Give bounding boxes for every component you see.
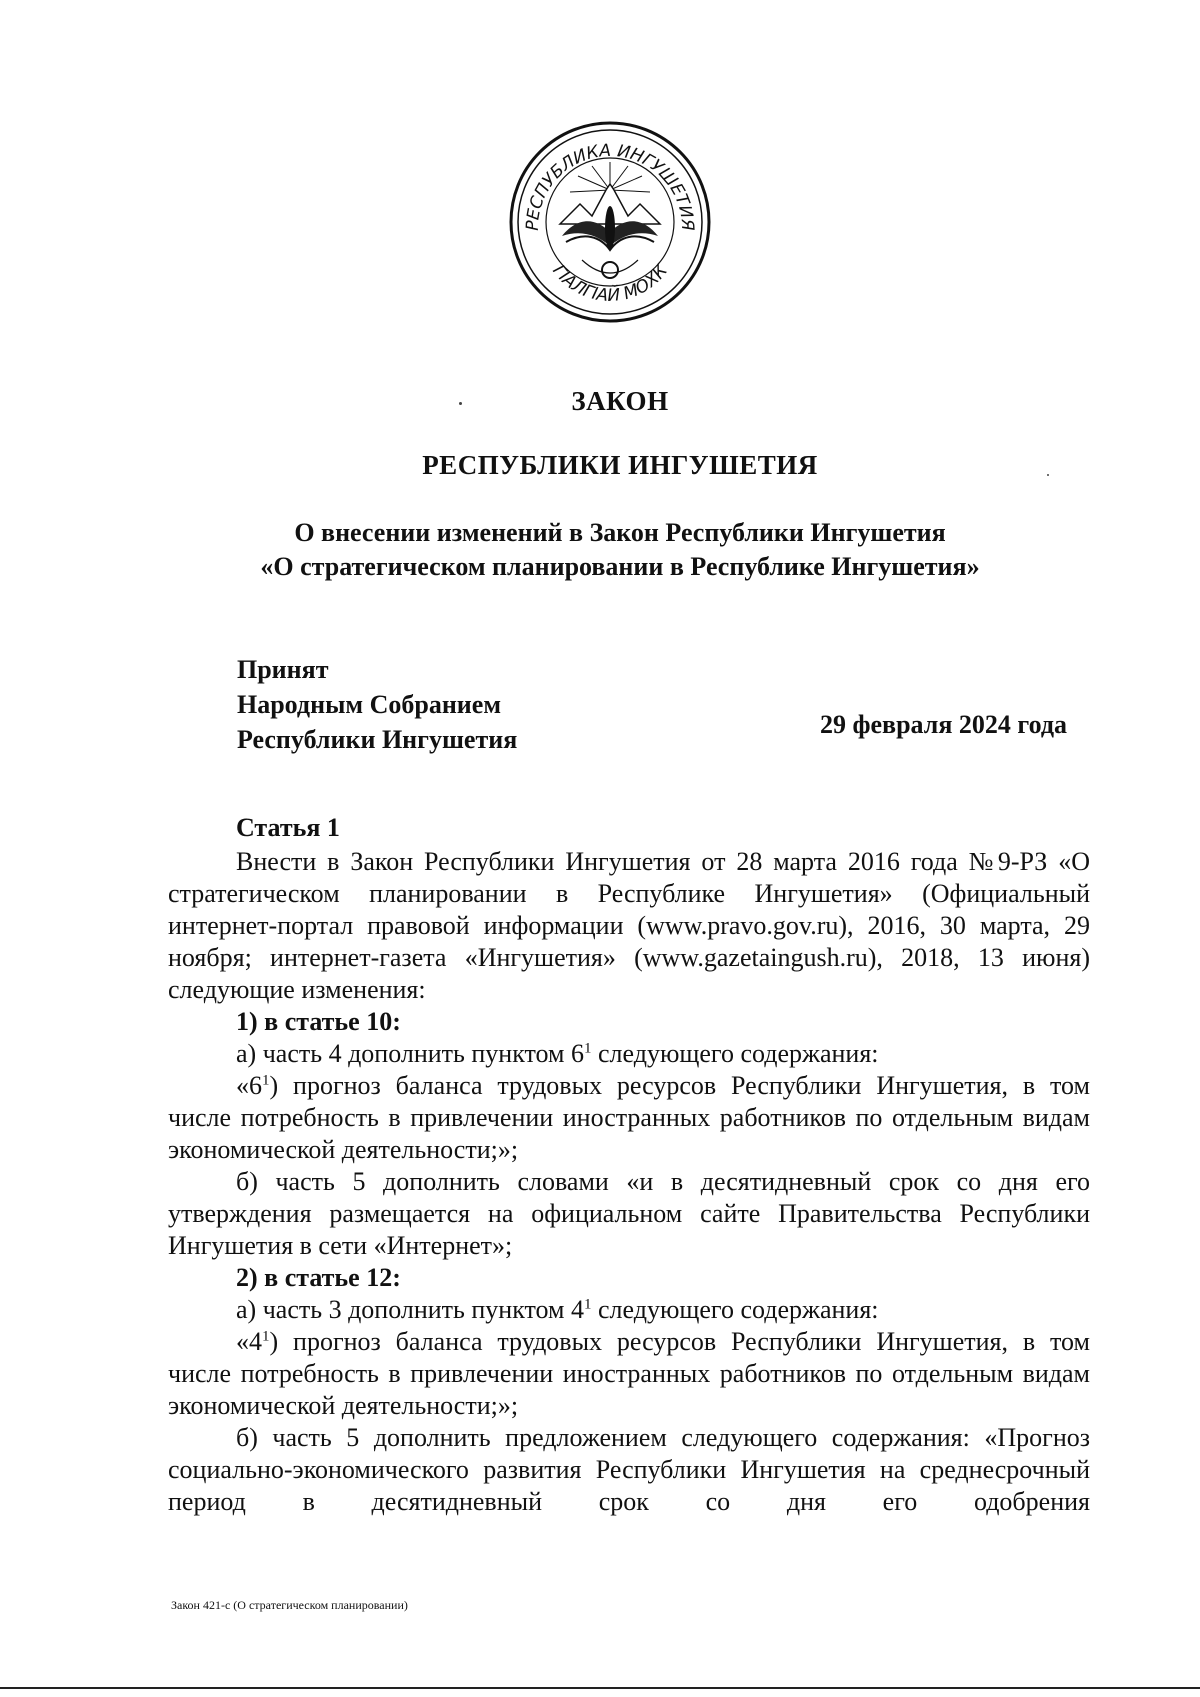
scan-edge-line: [0, 1687, 1200, 1689]
adoption-line-2: Народным Собранием: [237, 690, 502, 719]
law-subject-line-1: О внесении изменений в Закон Республики Ингушетия: [294, 518, 946, 547]
svg-text:ГIАЛГIАЙ МОХК: ГIАЛГIАЙ МОХК: [548, 261, 672, 307]
page-footer: Закон 421-с (О стратегическом планировании): [171, 1598, 408, 1612]
scan-speck: [459, 402, 462, 405]
republic-emblem: [508, 120, 712, 324]
document-title: ЗАКОН: [571, 386, 669, 416]
document-title-republic: РЕСПУБЛИКИ ИНГУШЕТИЯ: [422, 450, 818, 480]
item-2a-quote-paragraph: «$4^1$) прогноз баланса трудовых ресурсов Республики Ингушетия, в том числе потребность в привлечении иностранных работников по отдельным видам экономической деятельности;»;: [168, 1327, 1090, 1420]
item-1-heading: 1) в статье 10:: [236, 1007, 401, 1036]
item-2-heading: 2) в статье 12:: [236, 1263, 401, 1292]
adoption-line-1: Принят: [237, 655, 329, 684]
adoption-date: 29 февраля 2024 года: [820, 710, 1067, 739]
item-1b-paragraph: б) часть 5 дополнить словами «и в десятидневный срок со дня его утверждения размещается на официальном сайте Правительства Республики Ингушетия в сети «Интернет»;: [168, 1167, 1090, 1260]
scan-speck: [1047, 474, 1049, 476]
item-1a-paragraph: а) часть 4 дополнить пунктом $6^1$ следующего содержания:: [236, 1039, 879, 1068]
article-intro-paragraph: Внести в Закон Республики Ингушетия от 28 марта 2016 года №9-РЗ «О стратегическом планировании в Республике Ингушетия» (Официальный интернет-портал правовой информации (www.pravo.gov.ru), 2016, 30 марта, 29 ноября; интернет-газета «Ингушетия» (www.gazetaingush.ru), 2018, 13 июня) следующие изменения:: [168, 847, 1090, 1004]
article-heading: Статья 1: [236, 813, 340, 842]
item-1a-quote-paragraph: «$6^1$) прогноз баланса трудовых ресурсов Республики Ингушетия, в том числе потребность в привлечении иностранных работников по отдельным видам экономической деятельности;»;: [168, 1071, 1090, 1164]
law-subject-line-2: «О стратегическом планировании в Республике Ингушетия»: [260, 552, 980, 581]
adoption-block: [237, 652, 517, 757]
adoption-line-3: Республики Ингушетия: [237, 725, 518, 754]
item-2b-paragraph: б) часть 5 дополнить предложением следующего содержания: «Прогноз социально-экономического развития Республики Ингушетия на среднесрочный период в десятидневный срок со дня его одобрения: [168, 1423, 1090, 1516]
svg-text:РЕСПУБЛИКА ИНГУШЕТИЯ: РЕСПУБЛИКА ИНГУШЕТИЯ: [522, 140, 698, 232]
item-2a-paragraph: а) часть 3 дополнить пунктом $4^1$ следующего содержания:: [236, 1295, 879, 1324]
document-body: [168, 812, 1090, 1518]
